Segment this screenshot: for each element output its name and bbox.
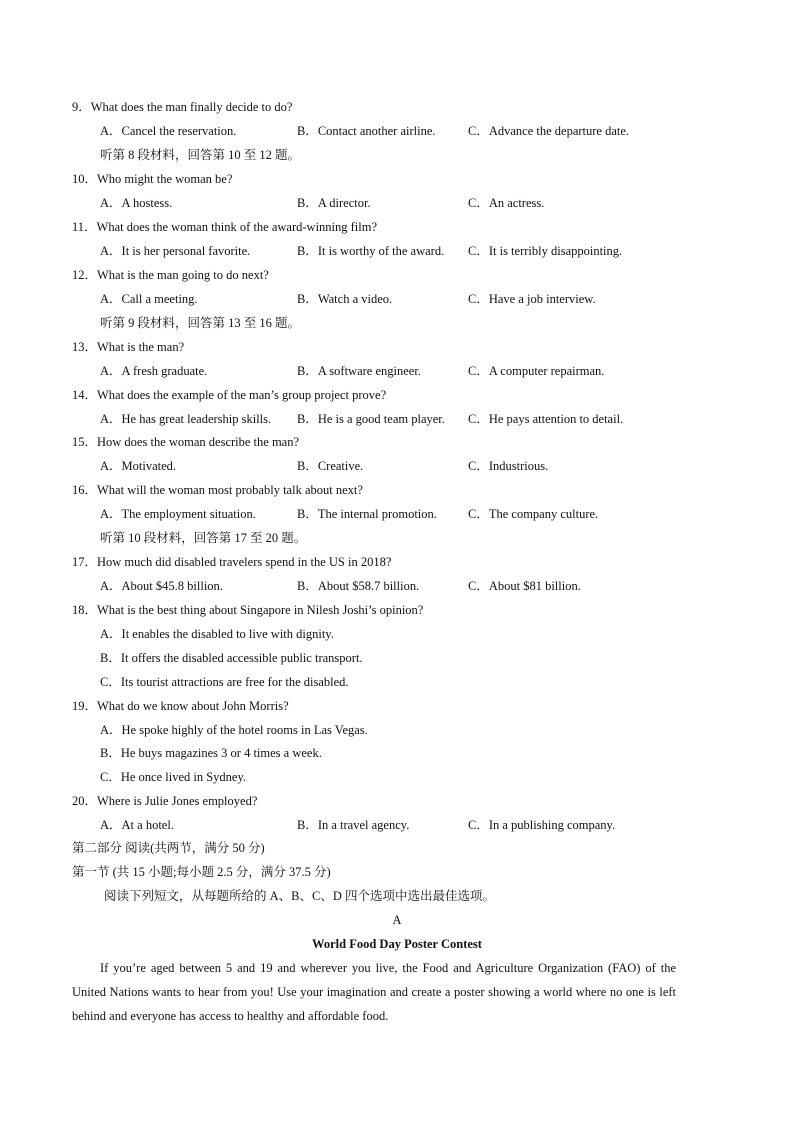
question-19-option-c: C．He once lived in Sydney. bbox=[100, 770, 247, 784]
question-15-stem: 15．How does the woman describe the man? bbox=[72, 435, 300, 449]
part2-instruction: 阅读下列短文，从每题所给的 A、B、C、D 四个选项中选出最佳选项。 bbox=[104, 889, 495, 903]
question-13-option-c: C．A computer repairman. bbox=[468, 364, 605, 378]
question-12-stem: 12．What is the man going to do next? bbox=[72, 268, 269, 282]
question-13-option-a: A．A fresh graduate. bbox=[100, 364, 208, 378]
passage-title: World Food Day Poster Contest bbox=[312, 937, 482, 951]
part2-section1-heading: 第一节 (共 15 小题;每小题 2.5 分，满分 37.5 分) bbox=[72, 865, 331, 879]
question-15-option-c: C．Industrious. bbox=[468, 459, 549, 473]
question-11-option-a: A．It is her personal favorite. bbox=[100, 244, 251, 258]
question-12-option-b: B．Watch a video. bbox=[297, 292, 393, 306]
passage-letter: A bbox=[392, 913, 402, 927]
question-17-stem: 17．How much did disabled travelers spend in the US in 2018? bbox=[72, 555, 392, 569]
question-20-stem: 20．Where is Julie Jones employed? bbox=[72, 794, 258, 808]
question-16-stem: 16．What will the woman most probably talk about next? bbox=[72, 483, 363, 497]
part2-title: 第二部分 阅读(共两节，满分 50 分) bbox=[72, 841, 265, 855]
question-12-option-c: C．Have a job interview. bbox=[468, 292, 596, 306]
question-15-option-a: A．Motivated. bbox=[100, 459, 177, 473]
question-11-option-b: B．It is worthy of the award. bbox=[297, 244, 445, 258]
question-10-stem: 10．Who might the woman be? bbox=[72, 172, 233, 186]
question-9-option-b: B．Contact another airline. bbox=[297, 124, 436, 138]
question-9-stem: 9．What does the man finally decide to do? bbox=[72, 100, 293, 114]
question-19-option-a: A．He spoke highly of the hotel rooms in Las Vegas. bbox=[100, 723, 368, 737]
question-18-stem: 18．What is the best thing about Singapore in Nilesh Joshi’s opinion? bbox=[72, 603, 424, 617]
question-12-option-a: A．Call a meeting. bbox=[100, 292, 198, 306]
question-10-option-a: A．A hostess. bbox=[100, 196, 173, 210]
question-16-option-b: B．The internal promotion. bbox=[297, 507, 437, 521]
question-17-option-b: B．About $58.7 billion. bbox=[297, 579, 420, 593]
question-18-option-a: A．It enables the disabled to live with dignity. bbox=[100, 627, 334, 641]
question-13-option-b: B．A software engineer. bbox=[297, 364, 421, 378]
question-15-option-b: B．Creative. bbox=[297, 459, 364, 473]
question-13-stem: 13．What is the man? bbox=[72, 340, 185, 354]
question-20-option-b: B．In a travel agency. bbox=[297, 818, 410, 832]
passage-paragraph: If you’re aged between 5 and 19 and wherever you live, the Food and Agriculture Organization (FAO) of the United Nations wants to hear from you! Use your imagination and create a poster showing a world where no one is left behind and everyone has access to healthy and affordable food. bbox=[72, 961, 676, 1023]
question-19-stem: 19．What do we know about John Morris? bbox=[72, 699, 289, 713]
section-instruction-10: 听第 10 段材料，回答第 17 至 20 题。 bbox=[100, 531, 307, 545]
question-17-option-a: A．About $45.8 billion. bbox=[100, 579, 223, 593]
question-16-option-a: A．The employment situation. bbox=[100, 507, 256, 521]
question-14-stem: 14．What does the example of the man’s group project prove? bbox=[72, 388, 387, 402]
question-10-option-c: C．An actress. bbox=[468, 196, 545, 210]
question-16-option-c: C．The company culture. bbox=[468, 507, 599, 521]
question-18-option-c: C．Its tourist attractions are free for the disabled. bbox=[100, 675, 349, 689]
section-instruction-8: 听第 8 段材料，回答第 10 至 12 题。 bbox=[100, 148, 301, 162]
question-9-option-a: A．Cancel the reservation. bbox=[100, 124, 237, 138]
section-instruction-9: 听第 9 段材料，回答第 13 至 16 题。 bbox=[100, 316, 301, 330]
question-19-option-b: B．He buys magazines 3 or 4 times a week. bbox=[100, 746, 322, 760]
question-20-option-a: A．At a hotel. bbox=[100, 818, 174, 832]
question-14-option-a: A．He has great leadership skills. bbox=[100, 412, 272, 426]
question-11-stem: 11．What does the woman think of the award-winning film? bbox=[72, 220, 378, 234]
question-17-option-c: C．About $81 billion. bbox=[468, 579, 581, 593]
question-14-option-c: C．He pays attention to detail. bbox=[468, 412, 624, 426]
question-14-option-b: B．He is a good team player. bbox=[297, 412, 445, 426]
question-20-option-c: C．In a publishing company. bbox=[468, 818, 616, 832]
question-11-option-c: C．It is terribly disappointing. bbox=[468, 244, 623, 258]
question-9-option-c: C．Advance the departure date. bbox=[468, 124, 630, 138]
question-10-option-b: B．A director. bbox=[297, 196, 371, 210]
question-18-option-b: B．It offers the disabled accessible public transport. bbox=[100, 651, 363, 665]
